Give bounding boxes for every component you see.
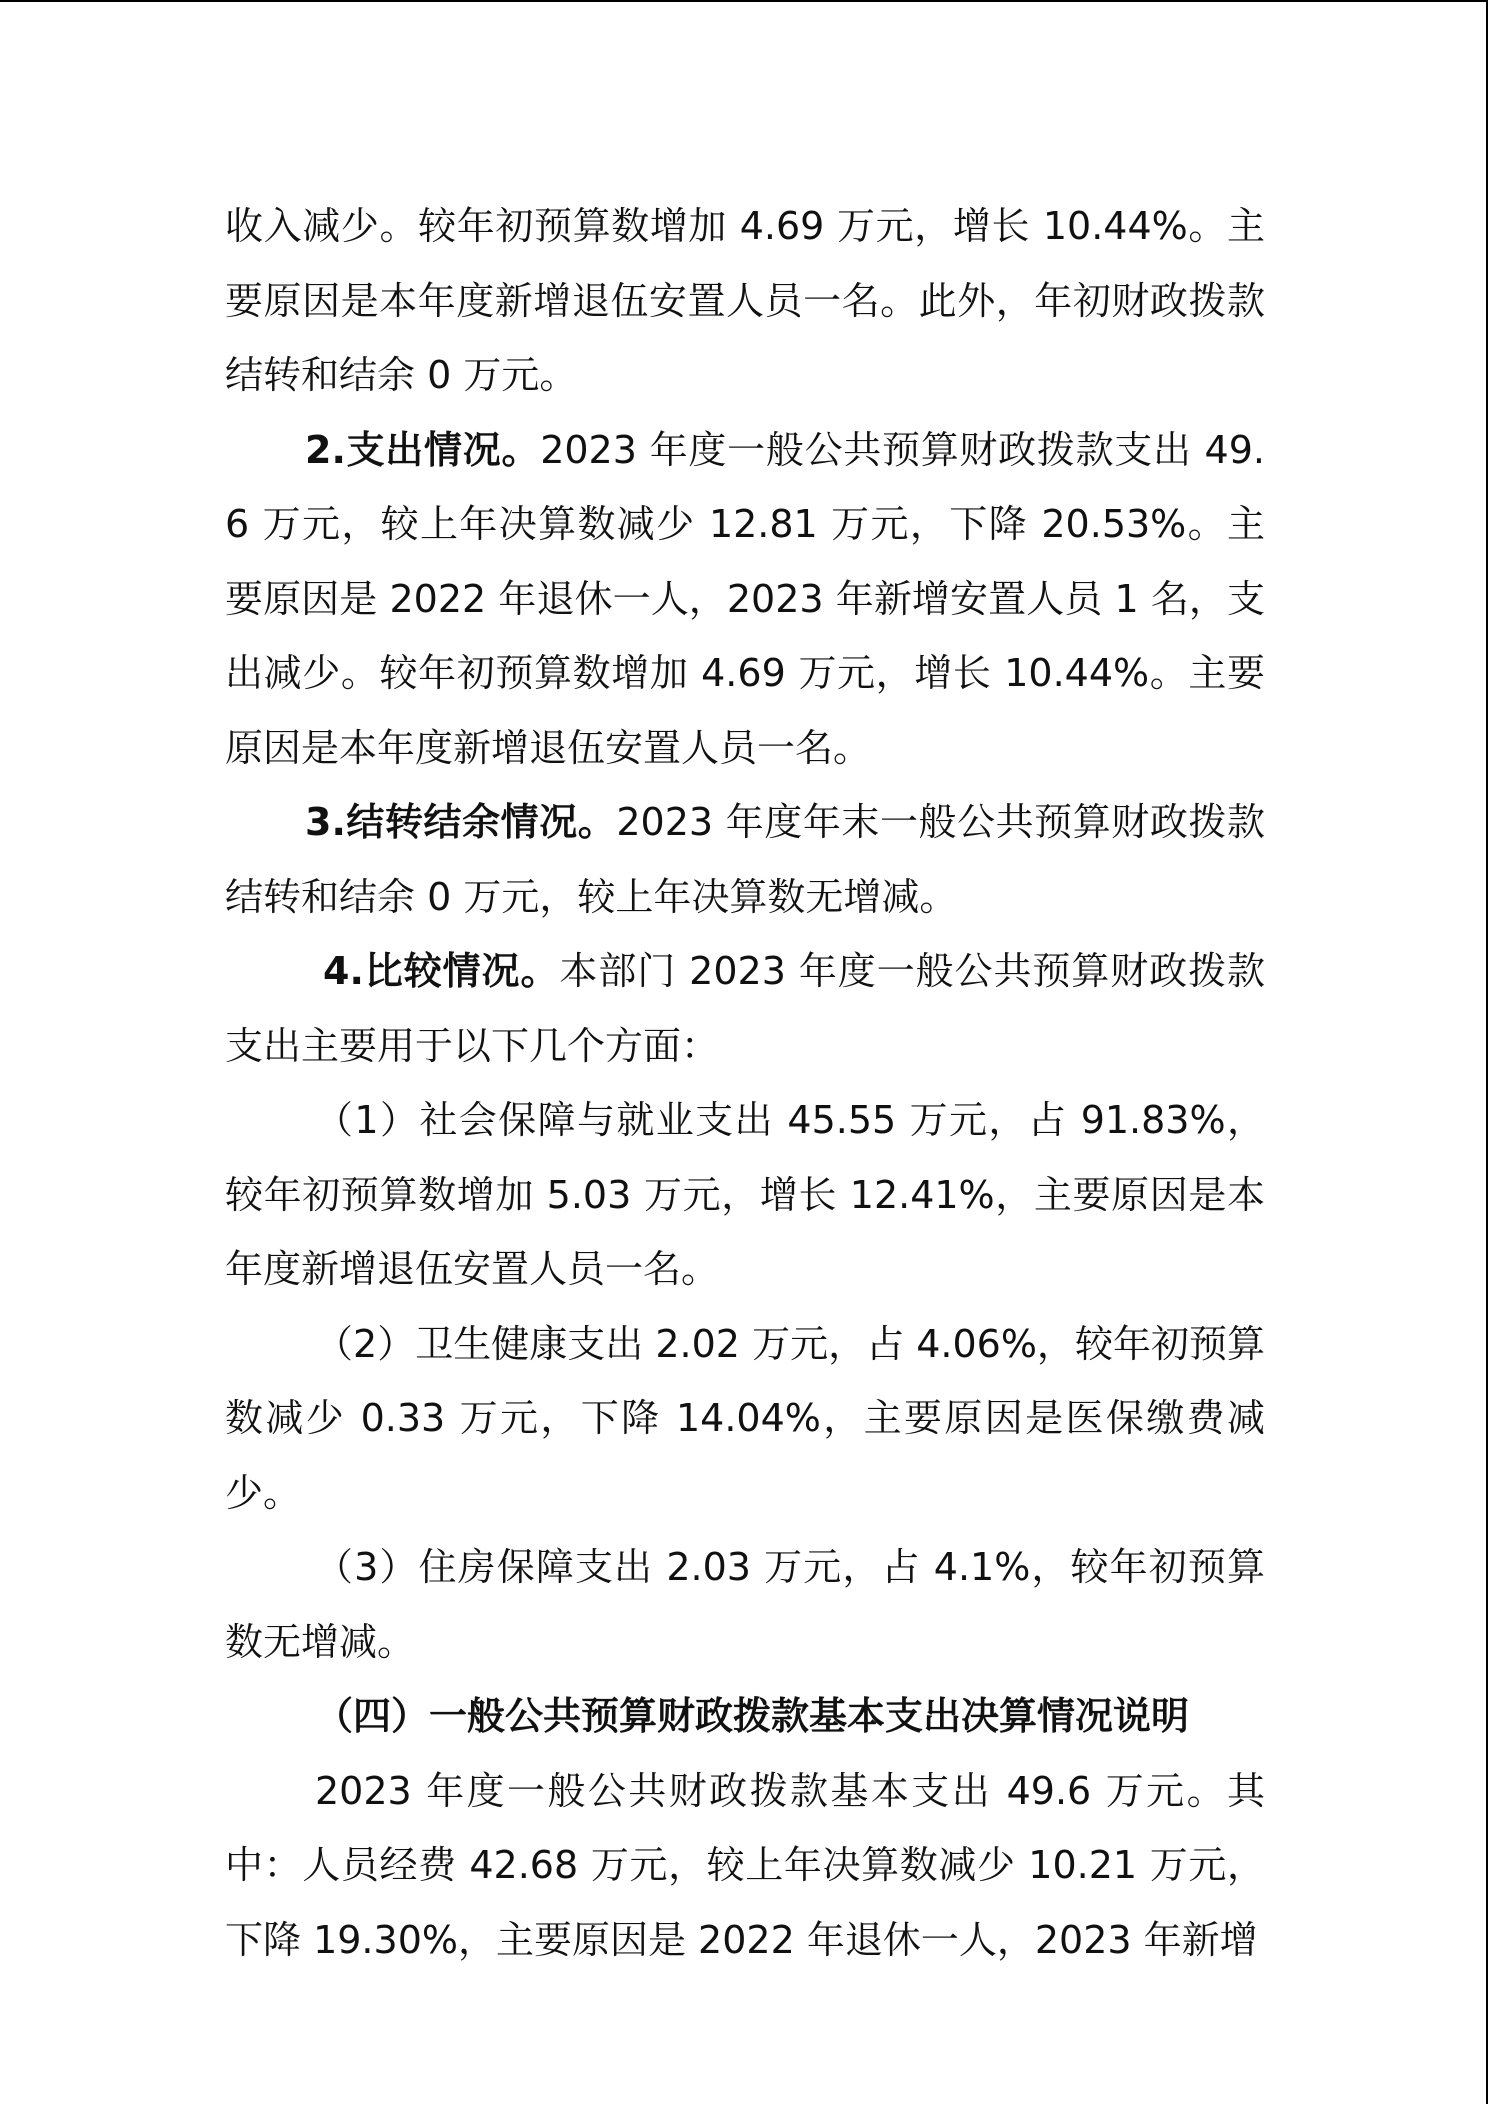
paragraph-text: 收入减少。较年初预算数增加 4.69 万元，增长 10.44%。主要原因是本年度新增退伍安置人员一名。此外，年初财政拨款结转和结余 0 万元。 (225, 204, 1265, 397)
paragraph-comparison (225, 934, 1265, 1083)
paragraph-bold-lead: 3.结转结余情况。 (305, 800, 617, 844)
paragraph-text: （1）社会保障与就业支出 45.55 万元，占 91.83%，较年初预算数增加 5.03 万元，增长 12.41%，主要原因是本年度新增退伍安置人员一名。 (225, 1098, 1265, 1291)
paragraph-text: 本部门 2023 年度一般公共预算财政拨款支出主要用于以下几个方面： (225, 949, 1265, 1068)
paragraph-text: 2023 年度年末一般公共预算财政拨款结转和结余 0 万元，较上年决算数无增减。 (225, 800, 1265, 919)
paragraph-income-summary (225, 189, 1265, 413)
paragraph-item-housing (225, 1530, 1265, 1679)
paragraph-basic-expenditure (225, 1754, 1265, 1978)
paragraph-text: 2023 年度一般公共财政拨款基本支出 49.6 万元。其中：人员经费 42.68 万元，较上年决算数减少 10.21 万元，下降 19.30%，主要原因是 2022 年退休一人，2023 年新增 (225, 1768, 1265, 1962)
paragraph-text: （2）卫生健康支出 2.02 万元，占 4.06%，较年初预算数减少 0.33 万元，下降 14.04%，主要原因是医保缴费减少。 (225, 1321, 1265, 1515)
paragraph-bold-lead: 4.比较情况。 (323, 949, 560, 993)
section-heading: （四）一般公共预算财政拨款基本支出决算情况说明 (315, 1693, 1190, 1738)
paragraph-bold-lead: 2.支出情况。 (305, 427, 541, 472)
paragraph-item-health (225, 1307, 1265, 1531)
paragraph-item-social-security (225, 1083, 1265, 1307)
paragraph-carryover (225, 785, 1265, 934)
paragraph-expenditure (225, 413, 1265, 786)
paragraph-text: 2023 年度一般公共预算财政拨款支出 49.6 万元，较上年决算数减少 12.81 万元，下降 20.53%。主要原因是 2022 年退休一人，2023 年新增安置人员 1 名，支出减少。较年初预算数增加 4.69 万元，增长 10.44%。主要原因是本年度新增退伍安置人员一名。 (225, 427, 1265, 770)
document-body (225, 189, 1265, 1977)
paragraph-text: （3）住房保障支出 2.03 万元，占 4.1%，较年初预算数无增减。 (225, 1545, 1265, 1664)
